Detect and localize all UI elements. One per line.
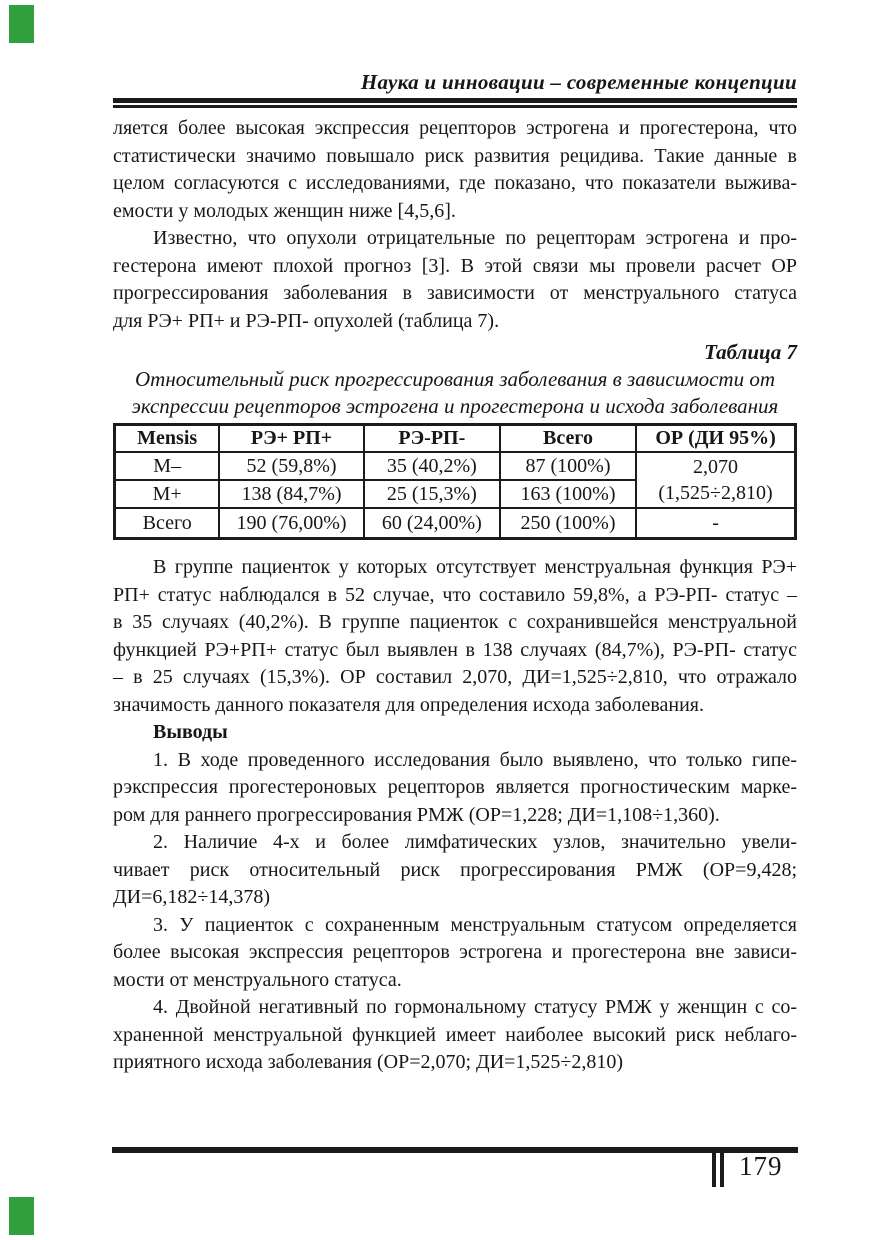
table-cell: 87 (100%) [500, 452, 636, 480]
text-line: чивает риск относительный риск прогрессирования РМЖ (ОР=9,428; [113, 858, 797, 881]
text-line: мости от менструального статуса. [113, 968, 402, 991]
text-line: емости у молодых женщин ниже [4,5,6]. [113, 199, 456, 222]
table-cell-or [636, 508, 795, 539]
table-cell: М+ [115, 480, 220, 508]
table-caption-line: экспрессии рецепторов эстрогена и прогестерона и исхода заболевания [131, 394, 779, 418]
results-table [113, 423, 797, 540]
text-line: гестерона имеют плохой прогноз [3]. В этой связи мы провели расчет ОР [113, 254, 797, 277]
page-number: 179 [739, 1151, 783, 1181]
table-cell: 138 (84,7%) [219, 480, 363, 508]
text-line: 2. Наличие 4-х и более лимфатических узлов, значительно увели- [153, 831, 797, 853]
text-line: 1. В ходе проведенного исследования было выявлено, что только гипе- [153, 748, 797, 771]
body-top-paragraphs [113, 115, 797, 335]
text-line: функцией РЭ+РП+ статус был выявлен в 138 случаях (84,7%), РЭ-РП- статус [113, 638, 797, 661]
text-line: ром для раннего прогрессирования РМЖ (ОР=1,228; ДИ=1,108÷1,360). [113, 803, 720, 826]
running-header-title: Наука и инновации – современные концепции [360, 70, 797, 94]
text-line: прогрессирования заболевания в зависимости от менструального статуса [113, 282, 797, 304]
text-line: в 35 случаях (40,2%). В группе пациенток с сохранившейся менструальной [113, 611, 797, 633]
table-cell: 35 (40,2%) [364, 452, 500, 480]
header-double-rule [113, 98, 797, 108]
body-bottom-paragraphs [113, 554, 797, 1077]
footer-rule [112, 1147, 798, 1153]
table-header-cell: Mensis [115, 425, 220, 453]
table-cell-line: - [712, 512, 719, 534]
text-line: 4. Двойной негативный по гормональному статусу РМЖ у женщин с со- [153, 996, 797, 1018]
text-line: Выводы [153, 721, 228, 743]
table-cell-line: 2,070 [693, 456, 739, 478]
paragraph [113, 747, 797, 830]
table-cell: Всего [115, 508, 220, 539]
paragraph [113, 912, 797, 995]
table-header-cell: РЭ+ РП+ [219, 425, 363, 453]
table-header-row [115, 425, 796, 453]
table-cell: 52 (59,8%) [219, 452, 363, 480]
table-row [115, 452, 796, 480]
text-line: значимость данного показателя для определения исхода заболевания. [113, 693, 704, 716]
text-line: приятного исхода заболевания (ОР=2,070; ДИ=1,525÷2,810) [113, 1051, 624, 1073]
table-cell: 25 (15,3%) [364, 480, 500, 508]
table-caption-line: Относительный риск прогрессирования заболевания в зависимости от [135, 367, 775, 391]
page-content [113, 0, 797, 1077]
table-cell: 190 (76,00%) [219, 508, 363, 539]
text-line: рэкспрессия прогестероновых рецепторов является прогностическим марке- [113, 776, 797, 798]
paragraph [113, 719, 797, 747]
table-cell: 60 (24,00%) [364, 508, 500, 539]
green-corner-mark-bottom [9, 1197, 34, 1235]
text-line: ДИ=6,182÷14,378) [113, 886, 271, 908]
text-line: – в 25 случаях (15,3%). ОР составил 2,070, ДИ=1,525÷2,810, что отражало [113, 666, 797, 688]
table-cell-line: (1,525÷2,810) [658, 482, 773, 504]
text-line: храненной менструальной функцией имеет наиболее высокий риск неблаго- [113, 1023, 797, 1046]
table-header-cell: ОР (ДИ 95%) [636, 425, 795, 453]
green-corner-mark-top [9, 5, 34, 43]
text-line: для РЭ+ РП+ и РЭ-РП- опухолей (таблица 7). [113, 309, 500, 332]
table-row [115, 508, 796, 539]
paragraph [113, 225, 797, 335]
paragraph [113, 554, 797, 719]
table-cell: М– [115, 452, 220, 480]
table-label: Таблица 7 [704, 340, 797, 364]
page-number-divider [712, 1147, 724, 1187]
text-line: ляется более высокая экспрессия рецепторов эстрогена и прогестерона, что [113, 117, 797, 139]
text-line: 3. У пациенток с сохраненным менструальным статусом определяется [153, 913, 797, 936]
paragraph [113, 994, 797, 1077]
text-line: более высокая экспрессия рецепторов эстрогена и прогестерона вне зависи- [113, 941, 797, 963]
paragraph [113, 115, 797, 225]
text-line: статистически значимо повышало риск развития рецидива. Такие данные в [113, 144, 797, 167]
text-line: целом согласуются с исследованиями, где показано, что показатели выжива- [113, 172, 797, 194]
table-header-cell: Всего [500, 425, 636, 453]
table-cell: 163 (100%) [500, 480, 636, 508]
table-cell: 250 (100%) [500, 508, 636, 539]
table-cell-or [636, 452, 795, 508]
text-line: В группе пациенток у которых отсутствует менструальная функция РЭ+ [153, 556, 797, 578]
paragraph [113, 829, 797, 912]
text-line: Известно, что опухоли отрицательные по рецепторам эстрогена и про- [153, 227, 797, 249]
table-header-cell: РЭ-РП- [364, 425, 500, 453]
text-line: РП+ статус наблюдался в 52 случае, что составило 59,8%, а РЭ-РП- статус – [113, 583, 797, 606]
